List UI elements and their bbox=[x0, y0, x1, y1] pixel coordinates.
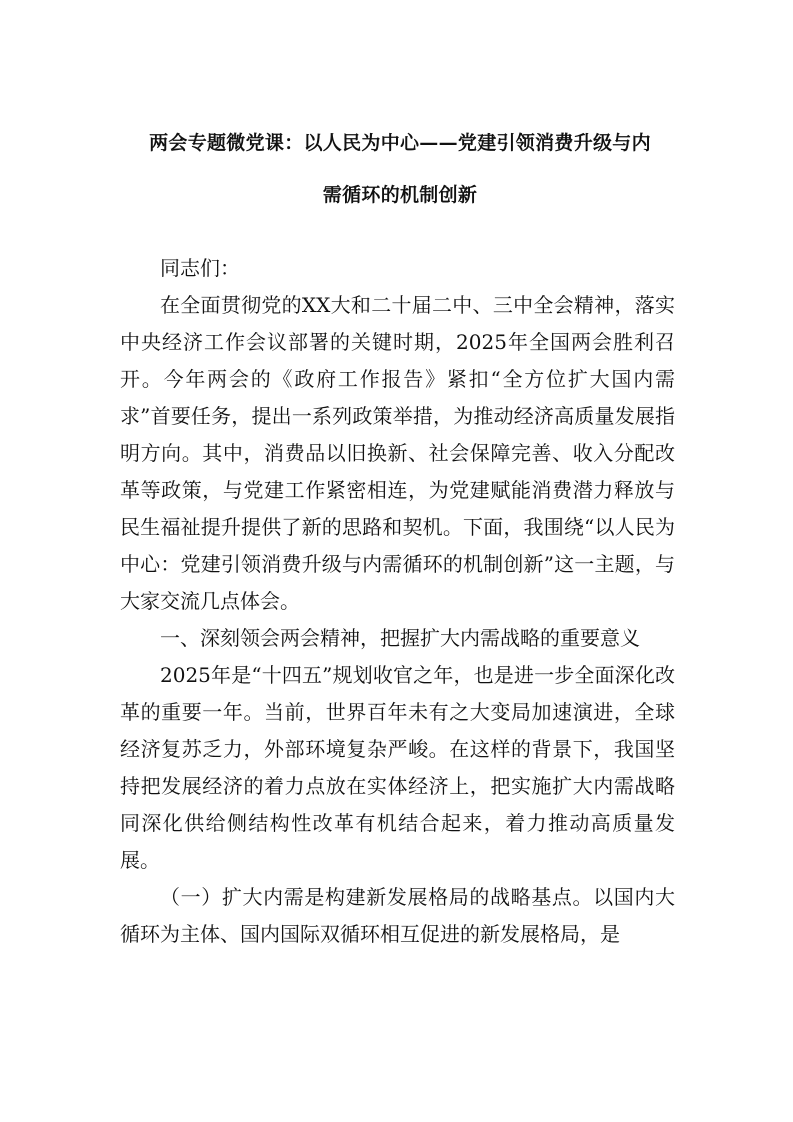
intro-paragraph: 在全面贯彻党的XX大和二十届二中、三中全会精神，落实中央经济工作会议部署的关键时期，2025年全国两会胜利召开。今年两会的《政府工作报告》紧扣“全方位扩大国内需求”首要任务，提出一系列政策举措，为推动经济高质量发展指明方向。其中，消费品以旧换新、社会保障完善、收入分配改革等政策，与党建工作紧密相连，为党建赋能消费潜力释放与民生福祉提升提供了新的思路和契机。下面，我围绕“以人民为中心：党建引领消费升级与内需循环的机制创新”这一主题，与大家交流几点体会。 bbox=[120, 293, 675, 613]
salutation: 同志们： bbox=[160, 256, 240, 280]
section-1-paragraph: 2025年是“十四五”规划收官之年，也是进一步全面深化改革的重要一年。当前，世界百年未有之大变局加速演进，全球经济复苏乏力，外部环境复杂严峻。在这样的背景下，我国坚持把发展经济的着力点放在实体经济上，把实施扩大内需战略同深化供给侧结构性改革有机结合起来，着力推动高质量发展。 bbox=[120, 663, 675, 872]
document-body bbox=[120, 250, 675, 953]
section-1-heading: 一、深刻领会两会精神，把握扩大内需战略的重要意义 bbox=[160, 626, 640, 650]
document-title-line-2: 需循环的机制创新 bbox=[322, 184, 478, 206]
document-title-line-1: 两会专题微党课：以人民为中心——党建引领消费升级与内 bbox=[149, 132, 651, 154]
section-1-subsection-paragraph: （一）扩大内需是构建新发展格局的战略基点。以国内大循环为主体、国内国际双循环相互促进的新发展格局，是 bbox=[120, 885, 675, 946]
